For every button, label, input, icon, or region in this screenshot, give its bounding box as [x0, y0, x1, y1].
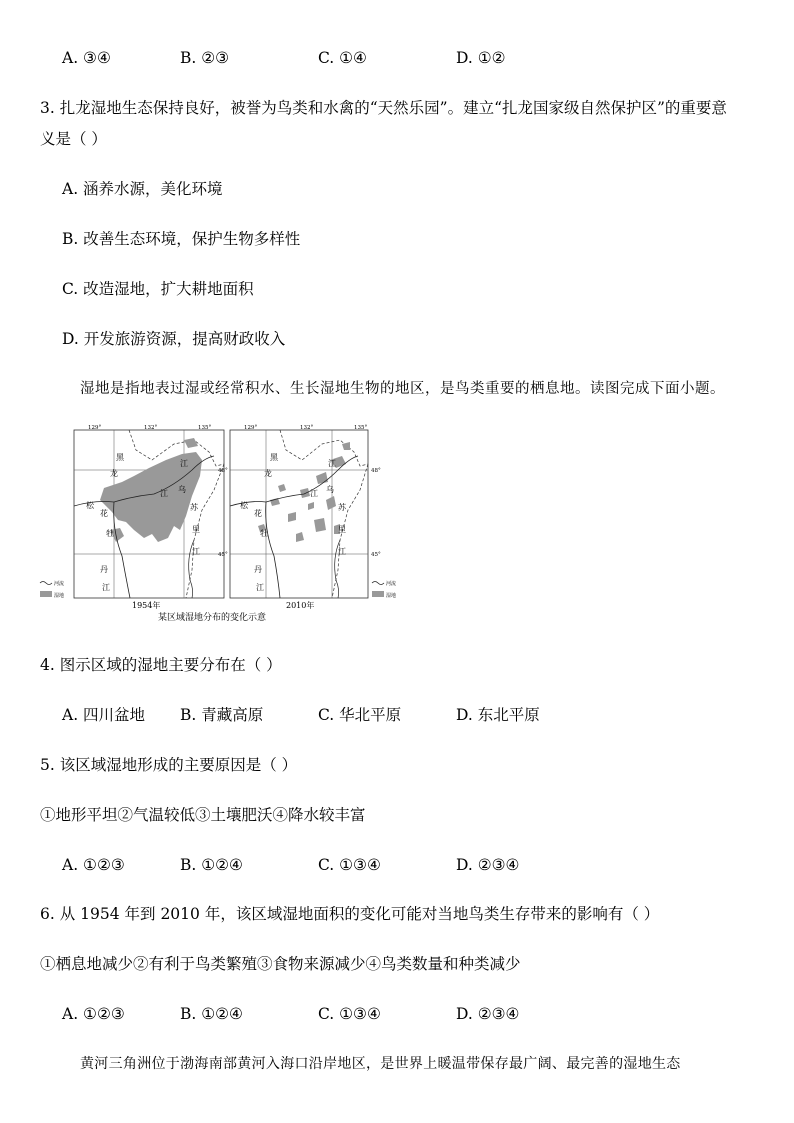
map-char: 牡: [106, 529, 114, 538]
map-char: 江: [256, 583, 264, 592]
map-char: 江: [160, 489, 168, 498]
legend-left: [40, 580, 64, 599]
map-char: 花: [254, 509, 262, 518]
year-1954: 1954年: [132, 601, 161, 610]
map-char: 苏: [190, 503, 198, 512]
legend-river-label: 河流: [54, 581, 65, 587]
q6-items: ①栖息地减少②有利于鸟类繁殖③食物来源减少④鸟类数量和种类减少: [40, 955, 521, 973]
lon-label: 129°: [88, 425, 102, 431]
map-char: 丹: [254, 565, 262, 574]
map-char: 龙: [110, 469, 118, 478]
map-char: 江: [192, 547, 200, 556]
q6-option-d[interactable]: D. ②③④: [456, 1005, 520, 1023]
map-char: 牡: [260, 529, 268, 538]
q5-items: ①地形平坦②气温较低③土壤肥沃④降水较丰富: [40, 806, 366, 824]
lon-label: 129°: [244, 425, 258, 431]
q3-option-c[interactable]: C. 改造湿地，扩大耕地面积: [62, 280, 254, 298]
map-char: 江: [310, 489, 318, 498]
q4-stem: 4. 图示区域的湿地主要分布在（ ）: [40, 656, 282, 674]
q3-option-d[interactable]: D. 开发旅游资源，提高财政收入: [62, 330, 286, 348]
q6-option-b[interactable]: B. ①②④: [180, 1005, 243, 1023]
map-char: 龙: [264, 469, 272, 478]
q6-option-a[interactable]: A. ①②③: [62, 1005, 125, 1023]
legend-wetland-label: 湿地: [386, 593, 397, 599]
q4-option-d[interactable]: D. 东北平原: [456, 706, 540, 724]
q5-option-a[interactable]: A. ①②③: [62, 856, 125, 874]
q3-stem-line1: 3. 扎龙湿地生态保持良好，被誉为鸟类和水禽的“天然乐园”。建立“扎龙国家级自然保护区”的重要意: [40, 99, 727, 117]
lon-label: 132°: [144, 425, 158, 431]
map-char: 江: [102, 583, 110, 592]
lat-label: 48°: [371, 468, 381, 474]
map-char: 里: [338, 525, 346, 534]
q5-option-c[interactable]: C. ①③④: [318, 856, 381, 874]
q2-option-b[interactable]: B. ②③: [180, 49, 230, 67]
q4-option-c[interactable]: C. 华北平原: [318, 706, 402, 724]
map-1954: [74, 430, 224, 598]
q5-option-b[interactable]: B. ①②④: [180, 856, 243, 874]
q5-option-d[interactable]: D. ②③④: [456, 856, 520, 874]
yellow-river-intro: 黄河三角洲位于渤海南部黄河入海口沿岸地区，是世界上暖温带保存最广阔、最完善的湿地生态: [80, 1056, 681, 1072]
year-2010: 2010年: [286, 601, 315, 610]
map-char: 江: [338, 547, 346, 556]
q3-option-a[interactable]: A. 涵养水源，美化环境: [62, 180, 223, 198]
q3-option-b[interactable]: B. 改善生态环境，保护生物多样性: [62, 230, 301, 248]
legend-wetland-label: 湿地: [54, 593, 65, 599]
q3-stem-line2: 义是（ ）: [40, 130, 107, 148]
legend-river-label: 河流: [386, 581, 397, 587]
map-char: 乌: [178, 485, 186, 494]
map-char: 花: [100, 509, 108, 518]
q2-option-a[interactable]: A. ③④: [62, 49, 111, 67]
q2-option-d[interactable]: D. ①②: [456, 49, 506, 67]
lon-label: 135°: [198, 425, 212, 431]
figure-caption: 某区域湿地分布的变化示意: [158, 613, 267, 623]
map-char: 江: [180, 459, 188, 468]
lon-label: 132°: [300, 425, 314, 431]
q2-option-c[interactable]: C. ①④: [318, 49, 367, 67]
q5-stem: 5. 该区域湿地形成的主要原因是（ ）: [40, 756, 298, 774]
lat-label: 45°: [218, 552, 228, 558]
lat-label: 48°: [218, 468, 228, 474]
map-2010: [230, 430, 368, 598]
q6-option-c[interactable]: C. ①③④: [318, 1005, 381, 1023]
map-char: 松: [86, 501, 94, 510]
q4-option-a[interactable]: A. 四川盆地: [62, 706, 146, 724]
map-char: 松: [240, 501, 248, 510]
lat-label: 45°: [371, 552, 381, 558]
lon-label: 135°: [354, 425, 368, 431]
map-char: 里: [192, 525, 200, 534]
map-char: 黑: [116, 453, 124, 462]
map-char: 江: [328, 459, 336, 468]
wetland-intro: 湿地是指地表过湿或经常积水、生长湿地生物的地区，是鸟类重要的栖息地。读图完成下面小题。: [80, 381, 725, 397]
wetland-map-figure: [38, 420, 418, 628]
map-char: 黑: [270, 453, 278, 462]
map-char: 乌: [326, 485, 334, 494]
legend-right: [372, 580, 396, 599]
map-char: 丹: [100, 565, 108, 574]
q4-option-b[interactable]: B. 青藏高原: [180, 706, 264, 724]
map-char: 苏: [338, 503, 346, 512]
q6-stem: 6. 从 1954 年到 2010 年，该区域湿地面积的变化可能对当地鸟类生存带来的影响有（ ）: [40, 905, 660, 923]
